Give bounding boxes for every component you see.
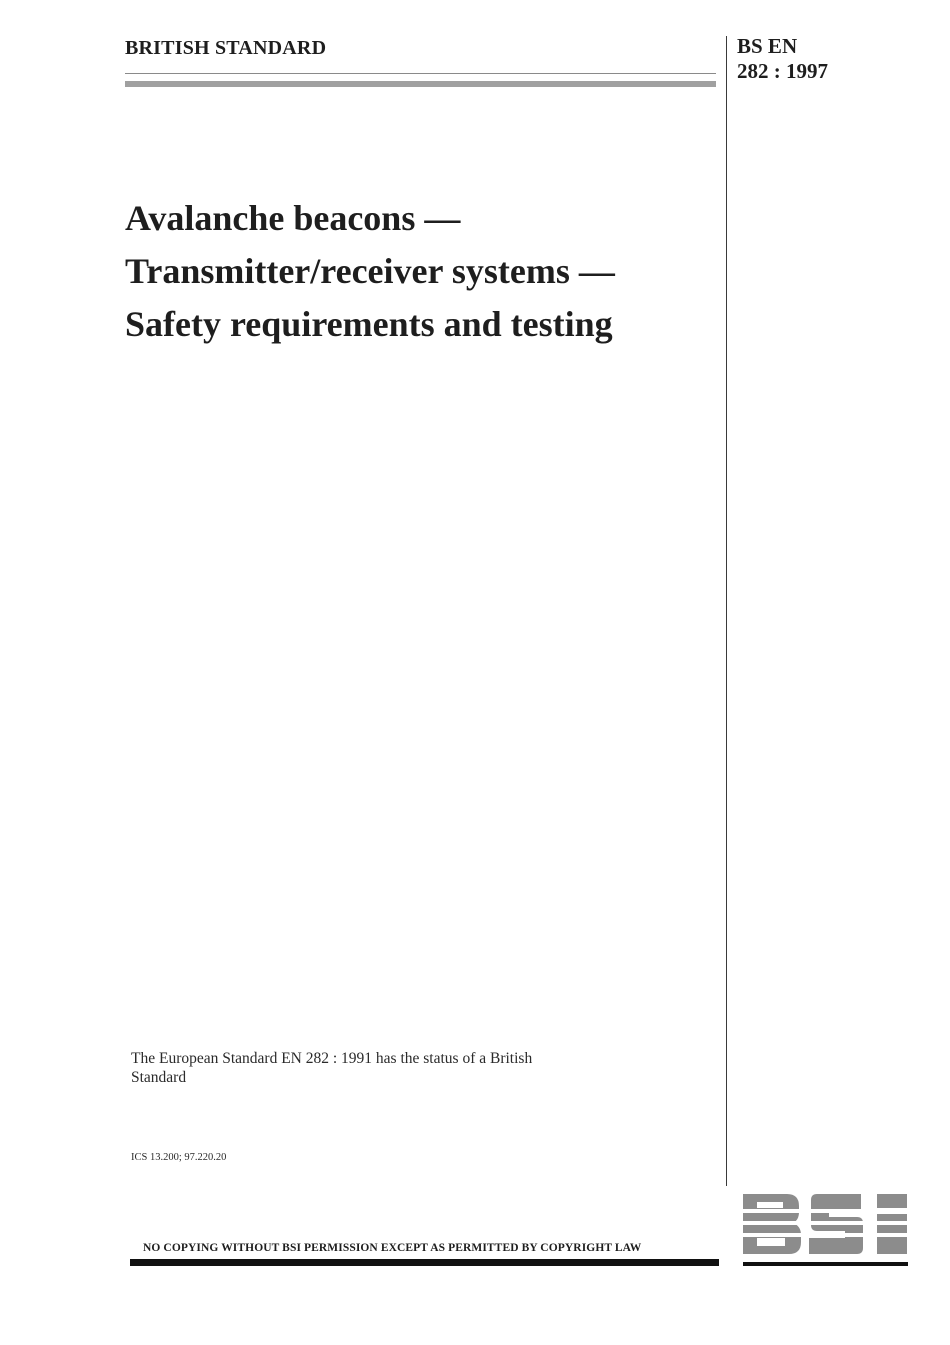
logo-text: BSI <box>743 1192 745 1193</box>
ics-code: ICS 13.200; 97.220.20 <box>131 1152 227 1163</box>
title-line-1: Avalanche beacons — <box>125 198 461 238</box>
copyright-notice: NO COPYING WITHOUT BSI PERMISSION EXCEPT AS PERMITTED BY COPYRIGHT LAW <box>143 1242 642 1254</box>
header-rule-thick <box>125 81 716 87</box>
document-number-line-1: BS EN <box>737 34 798 58</box>
document-number <box>737 34 828 84</box>
logo-underline <box>743 1262 908 1266</box>
margin-divider <box>726 36 727 1186</box>
document-number-line-2: 282 : 1997 <box>737 59 828 83</box>
header-rule-thin <box>125 73 716 74</box>
document-title <box>125 196 705 355</box>
title-line-2: Transmitter/receiver systems — <box>125 251 615 291</box>
title-line-3: Safety requirements and testing <box>125 304 613 344</box>
bsi-logo-icon <box>743 1192 908 1256</box>
standard-type-label: BRITISH STANDARD <box>125 37 327 59</box>
footer-rule <box>130 1259 719 1266</box>
status-note: The European Standard EN 282 : 1991 has the status of a British Standard <box>131 1050 533 1086</box>
